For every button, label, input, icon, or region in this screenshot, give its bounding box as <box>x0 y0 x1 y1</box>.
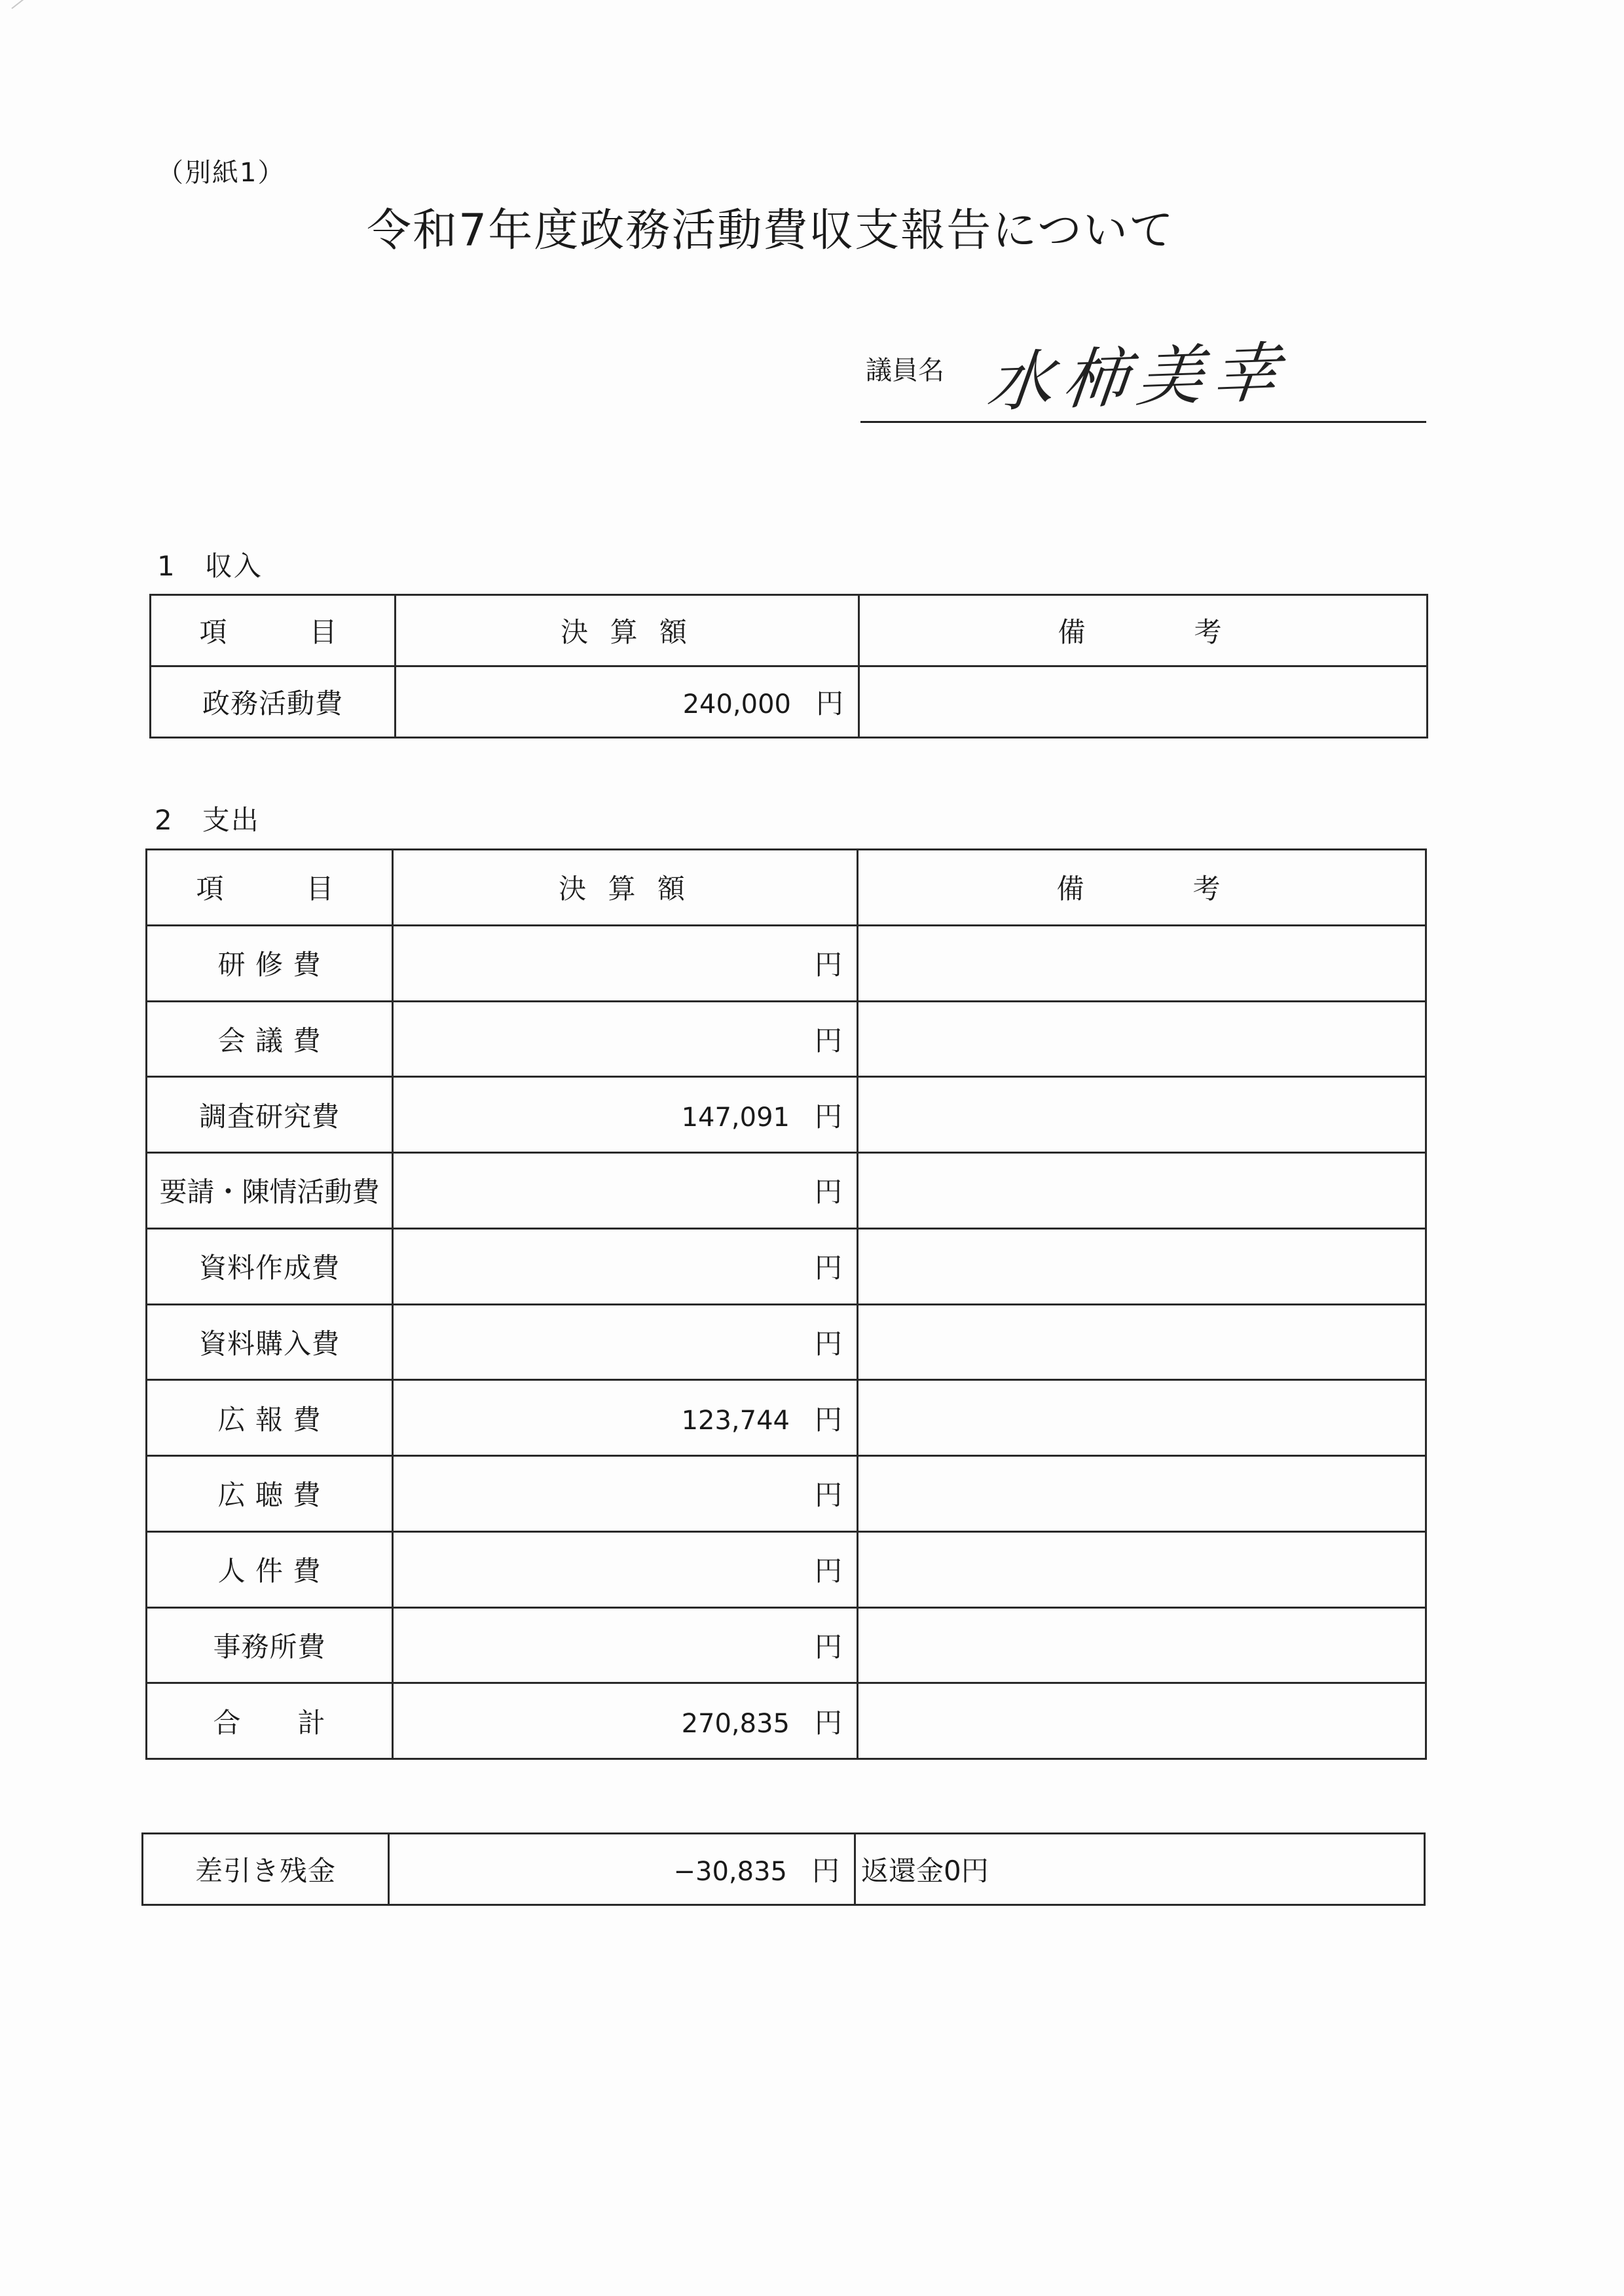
expense-amount: 円 <box>393 1228 858 1304</box>
expense-item: 要請・陳情活動費 <box>147 1153 393 1229</box>
expense-remarks <box>858 1607 1426 1683</box>
expense-row-petition <box>147 1153 1426 1229</box>
expense-total-remarks <box>858 1683 1426 1759</box>
expense-item: 広 聴 費 <box>147 1456 393 1532</box>
expense-remarks <box>858 1228 1426 1304</box>
attachment-label: （別紙1） <box>157 158 286 188</box>
expense-remarks <box>858 1077 1426 1153</box>
expense-table <box>145 848 1427 1760</box>
expense-amount: 円 <box>393 1001 858 1077</box>
expense-header-amount: 決 算 額 <box>393 850 858 926</box>
expense-row-personnel <box>147 1531 1426 1607</box>
income-header-remarks: 備 考 <box>859 595 1428 666</box>
expense-amount: 円 <box>393 1304 858 1380</box>
income-header-item: 項 目 <box>151 595 396 666</box>
expense-item: 調査研究費 <box>147 1077 393 1153</box>
expense-amount: 123,744 円 <box>393 1380 858 1456</box>
expense-header-remarks: 備 考 <box>858 850 1426 926</box>
expense-row-material-purchase <box>147 1304 1426 1380</box>
expense-row-total <box>147 1683 1426 1759</box>
income-heading: 1 収入 <box>157 550 263 582</box>
income-header-amount: 決 算 額 <box>396 595 859 666</box>
income-row-political-activity <box>151 666 1428 738</box>
expense-amount: 147,091 円 <box>393 1077 858 1153</box>
balance-row <box>143 1834 1425 1905</box>
expense-remarks <box>858 925 1426 1001</box>
expense-amount: 円 <box>393 1607 858 1683</box>
expense-amount: 円 <box>393 1153 858 1229</box>
expense-heading: 2 支出 <box>155 804 260 836</box>
expense-total-label: 合 計 <box>147 1683 393 1759</box>
income-amount: 240,000 円 <box>396 666 859 738</box>
expense-item: 会 議 費 <box>147 1001 393 1077</box>
expense-item: 研 修 費 <box>147 925 393 1001</box>
expense-remarks <box>858 1531 1426 1607</box>
expense-row-research <box>147 1077 1426 1153</box>
income-table <box>149 594 1428 738</box>
balance-remarks: 返還金0円 <box>855 1834 1425 1905</box>
expense-remarks <box>858 1153 1426 1229</box>
member-name-label: 議員名 <box>866 355 944 386</box>
income-header-row <box>151 595 1428 666</box>
expense-total-amount: 270,835 円 <box>393 1683 858 1759</box>
expense-row-public-hearing <box>147 1456 1426 1532</box>
balance-amount: −30,835 円 <box>389 1834 855 1905</box>
expense-amount: 円 <box>393 1531 858 1607</box>
page-title: 令和7年度政務活動費収支報告について <box>367 205 1175 257</box>
expense-header-item: 項 目 <box>147 850 393 926</box>
expense-remarks <box>858 1304 1426 1380</box>
balance-label: 差引き残金 <box>143 1834 389 1905</box>
income-item: 政務活動費 <box>151 666 396 738</box>
member-name-underline <box>860 421 1426 423</box>
expense-row-meeting <box>147 1001 1426 1077</box>
expense-item: 資料購入費 <box>147 1304 393 1380</box>
expense-item: 広 報 費 <box>147 1380 393 1456</box>
expense-row-office <box>147 1607 1426 1683</box>
member-signature: 水柿美幸 <box>983 334 1292 421</box>
expense-item: 事務所費 <box>147 1607 393 1683</box>
expense-remarks <box>858 1380 1426 1456</box>
balance-table <box>141 1832 1426 1906</box>
expense-header-row <box>147 850 1426 926</box>
expense-remarks <box>858 1456 1426 1532</box>
expense-row-material-creation <box>147 1228 1426 1304</box>
expense-row-training <box>147 925 1426 1001</box>
expense-amount: 円 <box>393 1456 858 1532</box>
expense-item: 人 件 費 <box>147 1531 393 1607</box>
expense-item: 資料作成費 <box>147 1228 393 1304</box>
scan-corner-mark <box>11 0 48 9</box>
expense-row-public-relations <box>147 1380 1426 1456</box>
expense-remarks <box>858 1001 1426 1077</box>
income-remarks <box>859 666 1428 738</box>
expense-amount: 円 <box>393 925 858 1001</box>
